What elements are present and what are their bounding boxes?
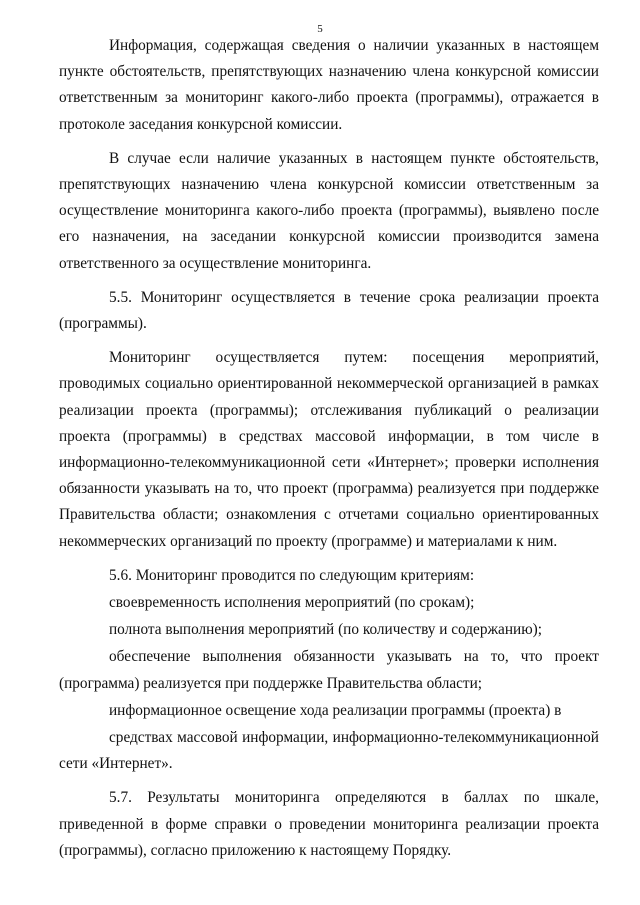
criteria-item: информационное освещение хода реализации программы (проекта) в (109, 701, 562, 719)
criteria-item: своевременность исполнения мероприятий (по срокам); (109, 594, 475, 612)
paragraph: В случае если наличие указанных в настоящем пункте обстоятельств, препятствующих назначению члена конкурсной комиссии ответственным за осуществление мониторинга какого-либо проекта (программы), выявлено после его назначения, на заседании конкурсной комиссии производится замена ответственного за осуществление мониторинга. (59, 149, 599, 272)
paragraph: Информация, содержащая сведения о наличии указанных в настоящем пункте обстоятельств, препятствующих назначению члена конкурсной комиссии ответственным за мониторинг какого-либо проекта (программы), отражается в протоколе заседания конкурсной комиссии. (59, 37, 599, 133)
criteria-item: обеспечение выполнения обязанности указывать на то, что проект (программа) реализуется при поддержке Правительства области; (59, 648, 599, 692)
paragraph: Мониторинг осуществляется путем: посещения мероприятий, проводимых социально ориентированной некоммерческой организацией в рамках реализации проекта (программы); отслеживания публикаций о реализации проекта (программы) в средствах массовой информации, в том числе в информационно-телекоммуникационной сети «Интернет»; проверки исполнения обязанности указывать на то, что проект (программа) реализуется при поддержке Правительства области; ознакомления с отчетами социально ориентированных некоммерческих организаций по проекту (программе) и материалами к ним. (59, 349, 599, 550)
paragraph-5-5: 5.5. Мониторинг осуществляется в течение срока реализации проекта (программы). (59, 288, 599, 333)
document-body (59, 33, 599, 864)
page-number: 5 (317, 23, 323, 35)
criteria-item: средствах массовой информации, информационно-телекоммуникационной сети «Интернет». (59, 729, 599, 773)
paragraph-5-7: 5.7. Результаты мониторинга определяются в баллах по шкале, приведенной в форме справки о проведении мониторинга реализации проекта (программы), согласно приложению к настоящему Порядку. (59, 789, 599, 859)
paragraph-5-6: 5.6. Мониторинг проводится по следующим критериям: (109, 566, 475, 584)
criteria-item: полнота выполнения мероприятий (по количеству и содержанию); (109, 621, 542, 639)
